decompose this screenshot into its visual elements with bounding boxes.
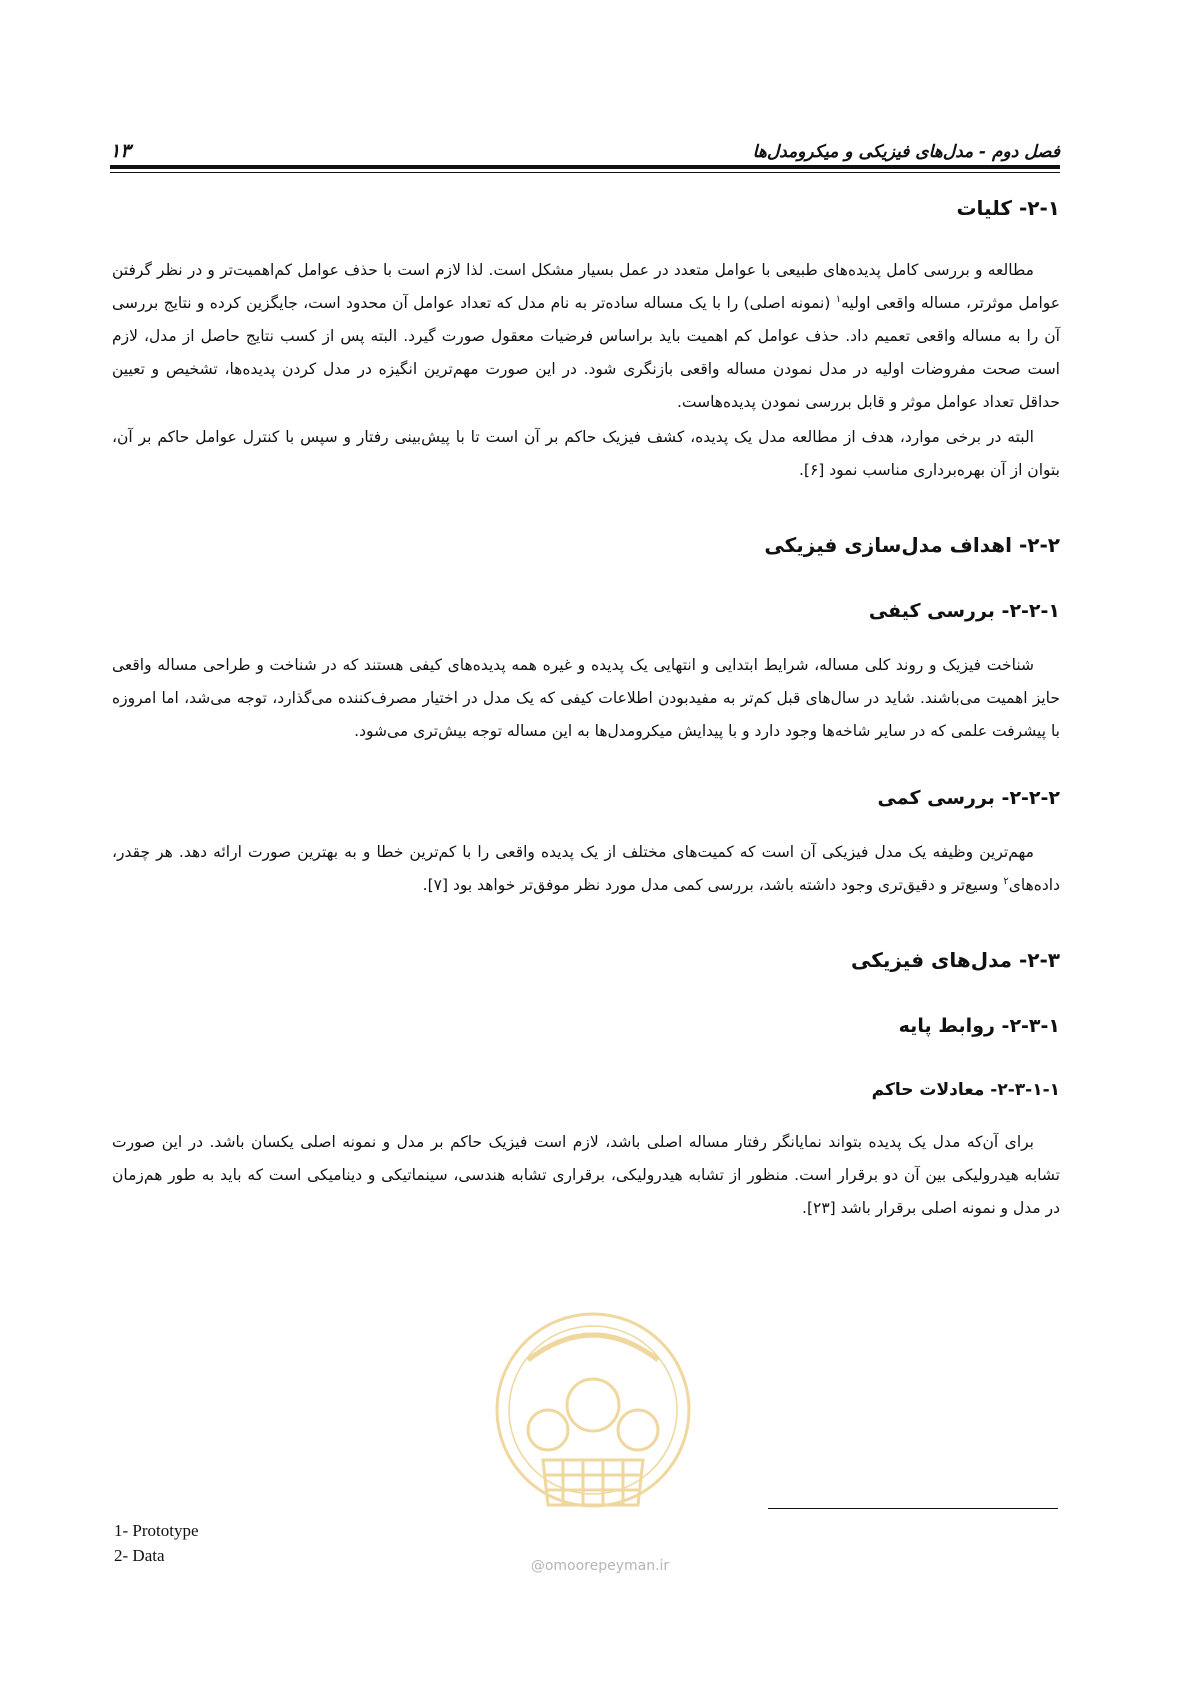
footnote-1: 1- Prototype xyxy=(114,1521,199,1540)
subsection-heading-basic-relations: ۲-۳-۱- روابط پایه xyxy=(898,1015,1060,1037)
page-number: ۱۳ xyxy=(110,140,131,162)
paragraph-quantitative xyxy=(112,836,1060,902)
section-heading-physical-models: ۲-۳- مدل‌های فیزیکی xyxy=(850,948,1060,972)
watermark-seal-icon xyxy=(488,1300,698,1550)
footnote-rule xyxy=(768,1508,1058,1509)
chapter-title: فصل دوم - مدل‌های فیزیکی و میکرومدل‌ها xyxy=(752,142,1060,162)
paragraph-text: مهم‌ترین وظیفه یک مدل فیزیکی آن است که کمیت‌های مختلف از یک پدیده واقعی را با کم‌ترین خطا و به بهترین صورت ارائه دهد. هر چقدر، داده‌های xyxy=(112,843,1060,894)
footnote-2: 2- Data xyxy=(114,1546,165,1565)
footnote-marker-2: ۲ xyxy=(1003,875,1009,887)
section-heading-objectives: ۲-۲- اهداف مدل‌سازی فیزیکی xyxy=(764,533,1060,557)
paragraph-qualitative: شناخت فیزیک و روند کلی مساله، شرایط ابتدایی و انتهایی یک پدیده و غیره همه پدیده‌های کیفی هستند که در شناخت و طراحی مساله واقعی حایز اهمیت می‌باشند. شاید در سال‌های قبل کم‌تر به مفیدبودن اطلاعات کیفی که یک مدل در اختیار مصرف‌کننده می‌گذارد، توجه می‌شد، اما امروزه با پیشرفت علمی که در سایر شاخه‌ها وجود دارد و با پیدایش میکرومدل‌ها به این مساله توجه بیش‌تری می‌شود. xyxy=(112,656,1060,740)
footnote-marker-1: ۱ xyxy=(835,293,842,305)
subsubsection-heading-governing-equations: ۲-۳-۱-۱- معادلات حاکم xyxy=(871,1080,1060,1100)
header-rule-thin xyxy=(110,172,1060,173)
footnotes xyxy=(114,1518,199,1568)
paragraph-generalities-2: البته در برخی موارد، هدف از مطالعه مدل یک پدیده، کشف فیزیک حاکم بر آن است تا با پیش‌بینی رفتار و سپس با کنترل عوامل حاکم بر آن، بتوان از آن بهره‌برداری مناسب نمود [۶]. xyxy=(112,428,1060,479)
paragraph-text: وسیع‌تر و دقیق‌تری وجود داشته باشد، بررسی کمی مدل مورد نظر موفق‌تر خواهد بود [۷]. xyxy=(422,876,1004,894)
paragraph-text: (نمونه اصلی) را با یک مساله ساده‌تر به نام مدل که تعداد عوامل آن محدود است، جایگزین کرده و نتایج بررسی آن را به مساله واقعی تعمیم داد. حذف عوامل کم اهمیت باید براساس فرضیات معقول صورت گیرد. البته پس از کسب نتایج حاصل از مدل، لازم است صحت مفروضات اولیه در مدل نمودن مساله واقعی بازنگری شود. در این صورت مهم‌ترین انگیزه در مدل کردن پدیده‌ها، تشخیص و تعیین حداقل تعداد عوامل موثر و قابل بررسی نمودن پدیده‌هاست. xyxy=(112,294,1060,411)
page-header xyxy=(110,128,1060,162)
subsection-heading-quantitative: ۲-۲-۲- بررسی کمی xyxy=(877,787,1060,809)
watermark-url: @omoorepeyman.ir xyxy=(530,1558,670,1574)
main-content xyxy=(112,188,1060,1225)
paragraph-text: مطالعه و بررسی کامل پدیده‌های طبیعی با عوامل متعدد در عمل بسیار مشکل است. لذا لازم است با حذف عوامل کم‌اهمیت‌تر و در نظر گرفتن عوامل موثرتر، مساله واقعی اولیه xyxy=(112,261,1061,312)
subsection-heading-qualitative: ۲-۲-۱- بررسی کیفی xyxy=(868,600,1060,622)
paragraph-generalities-1 xyxy=(112,254,1060,419)
header-rule-thick xyxy=(110,165,1060,169)
section-heading-generalities: ۲-۱- کلیات xyxy=(956,196,1060,220)
paragraph-governing-equations: برای آن‌که مدل یک پدیده بتواند نمایانگر رفتار مساله اصلی باشد، لازم است فیزیک حاکم بر مدل و نمونه اصلی یکسان باشد. در این صورت تشابه هیدرولیکی بین آن دو برقرار است. منظور از تشابه هیدرولیکی، برقراری تشابه هندسی، سینماتیکی و دینامیکی است که باید به طور هم‌زمان در مدل و نمونه اصلی برقرار باشد [۲۳]. xyxy=(112,1133,1060,1217)
